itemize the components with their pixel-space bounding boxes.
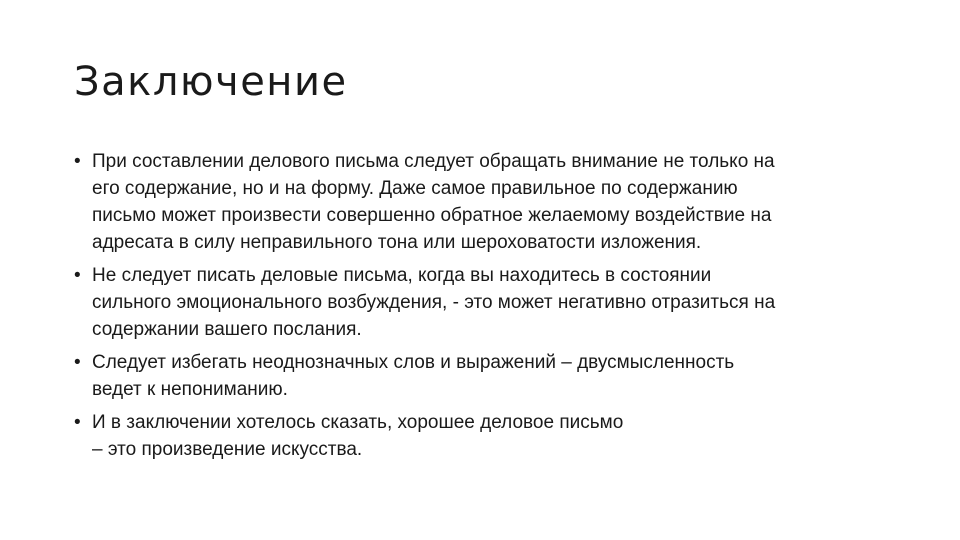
bullet-text-line: Не следует писать деловые письма, когда вы находитесь в состоянии <box>92 265 712 286</box>
bullet-text-line: При составлении делового письма следует обращать внимание не только на <box>92 151 775 172</box>
bullet-marker: • <box>74 352 81 373</box>
bullet-text-line: ведет к непониманию. <box>92 379 288 400</box>
bullet-text-line: И в заключении хотелось сказать, хорошее деловое письмо <box>92 412 624 433</box>
bullet-text-line: письмо может произвести совершенно обратное желаемому воздействие на <box>92 205 772 226</box>
bullet-list <box>74 148 904 469</box>
bullet-text-line: содержании вашего послания. <box>92 319 362 340</box>
bullet-text-line: сильного эмоционального возбуждения, - это может негативно отразиться на <box>92 292 776 313</box>
bullet-item <box>74 148 904 256</box>
bullet-text-line: его содержание, но и на форму. Даже самое правильное по содержанию <box>92 178 738 199</box>
bullet-text-line: адресата в силу неправильного тона или шероховатости изложения. <box>92 232 702 253</box>
bullet-marker: • <box>74 412 81 433</box>
bullet-marker: • <box>74 151 81 172</box>
bullet-item <box>74 262 904 343</box>
bullet-item <box>74 349 904 403</box>
bullet-text-line: – это произведение искусства. <box>92 439 363 460</box>
slide-title: Заключение <box>74 59 348 105</box>
bullet-marker: • <box>74 265 81 286</box>
bullet-text-line: Следует избегать неоднозначных слов и выражений – двусмысленность <box>92 352 735 373</box>
bullet-item <box>74 409 904 463</box>
